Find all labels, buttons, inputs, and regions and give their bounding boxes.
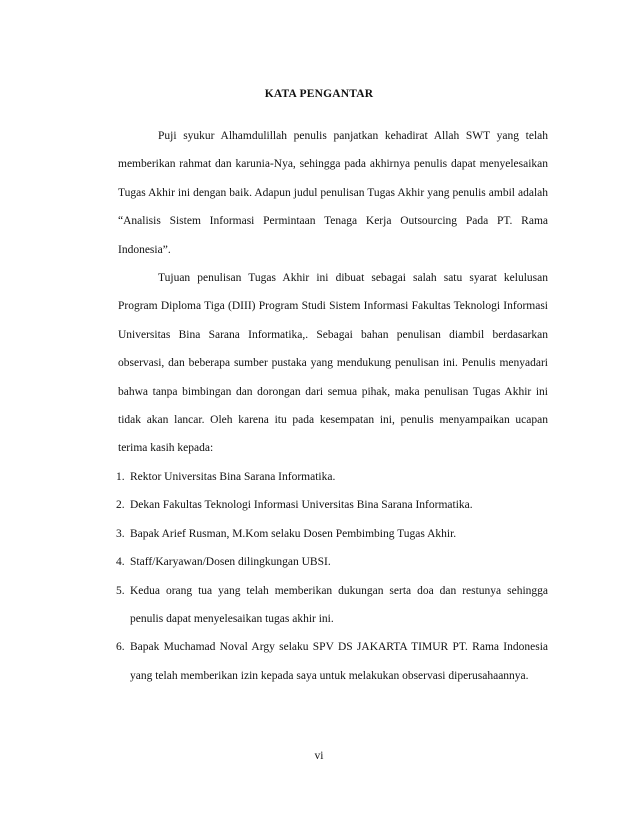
list-item <box>118 463 548 491</box>
list-item-number: 2. <box>116 499 125 512</box>
list-item <box>118 491 548 519</box>
list-item-text: Dekan Fakultas Teknologi Informasi Universitas Bina Sarana Informatika. <box>130 499 473 512</box>
list-item-number: 5. <box>116 584 125 597</box>
list-item-number: 6. <box>116 641 125 654</box>
document-body <box>118 122 548 690</box>
list-item <box>118 548 548 576</box>
list-item-text: Bapak Muchamad Noval Argy selaku SPV DS JAKARTA TIMUR PT. Rama Indonesia yang telah memberikan izin kepada saya untuk melakukan observasi diperusahaannya. <box>130 641 548 682</box>
list-item <box>118 520 548 548</box>
list-item <box>118 577 548 634</box>
list-item-text: Kedua orang tua yang telah memberikan dukungan serta doa dan restunya sehingga penulis dapat menyelesaikan tugas akhir ini. <box>130 584 548 625</box>
list-item-number: 3. <box>116 527 125 540</box>
list-item-text: Rektor Universitas Bina Sarana Informatika. <box>130 470 336 483</box>
list-item-number: 4. <box>116 556 125 569</box>
list-item <box>118 633 548 690</box>
paragraph-1: Puji syukur Alhamdulillah penulis panjatkan kehadirat Allah SWT yang telah memberikan rahmat dan karunia-Nya, sehingga pada akhirnya penulis dapat menyelesaikan Tugas Akhir ini dengan baik. Adapun judul penulisan Tugas Akhir yang penulis ambil adalah “Analisis Sistem Informasi Permintaan Tenaga Kerja Outsourcing Pada PT. Rama Indonesia”. <box>118 130 548 256</box>
page-number: vi <box>314 750 324 762</box>
list-item-text: Bapak Arief Rusman, M.Kom selaku Dosen Pembimbing Tugas Akhir. <box>130 527 457 540</box>
list-item-text: Staff/Karyawan/Dosen dilingkungan UBSI. <box>130 556 331 569</box>
acknowledgement-list <box>118 463 548 690</box>
paragraph-2: Tujuan penulisan Tugas Akhir ini dibuat sebagai salah satu syarat kelulusan Program Diploma Tiga (DIII) Program Studi Sistem Informasi Fakultas Teknologi Informasi Universitas Bina Sarana Informatika,. Sebagai bahan penulisan diambil berdasarkan observasi, dan beberapa sumber pustaka yang mendukung penulisan ini. Penulis menyadari bahwa tanpa bimbingan dan dorongan dari semua pihak, maka penulisan Tugas Akhir ini tidak akan lancar. Oleh karena itu pada kesempatan ini, penulis menyampaikan ucapan terima kasih kepada: <box>118 272 548 455</box>
page-title: KATA PENGANTAR <box>264 88 374 100</box>
list-item-number: 1. <box>116 470 125 483</box>
